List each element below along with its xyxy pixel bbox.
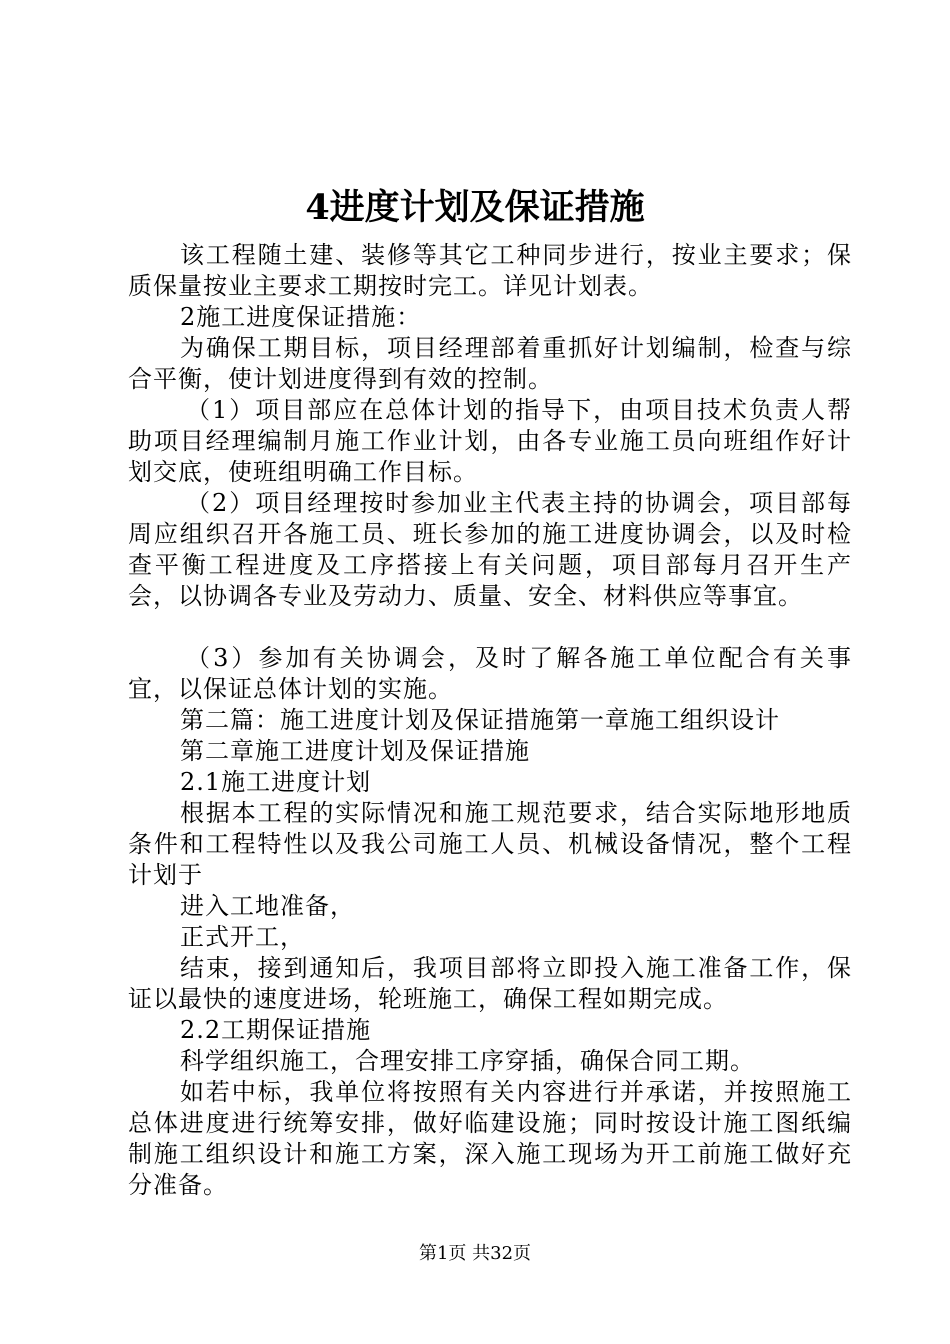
paragraph-item-2: （2）项目经理按时参加业主代表主持的协调会，项目部每周应组织召开各施工员、班长参加的施工进度协调会，以及时检查平衡工程进度及工序搭接上有关问题，项目部每月召开生产会，以协调各专业及劳动力、质量、安全、材料供应等事宜。: [128, 489, 852, 610]
paragraph-schedule-goal: 为确保工期目标，项目经理部着重抓好计划编制，检查与综合平衡，使计划进度得到有效的控制。: [128, 334, 852, 393]
paragraph-plan-basis: 根据本工程的实际情况和施工规范要求，结合实际地形地质条件和工程特性以及我公司施工人员、机械设备情况，整个工程计划于: [128, 799, 852, 889]
paragraph-start-work: 正式开工，: [180, 923, 305, 951]
document-title: 4进度计划及保证措施: [305, 187, 645, 228]
paragraph-bid-commitment: 如若中标，我单位将按照有关内容进行并承诺，并按照施工总体进度进行统筹安排，做好临建设施；同时按设计施工图纸编制施工组织设计和施工方案，深入施工现场为开工前施工做好充分准备。: [128, 1078, 852, 1199]
paragraph-item-3: （3）参加有关协调会，及时了解各施工单位配合有关事宜，以保证总体计划的实施。: [128, 644, 852, 703]
paragraph-intro: 该工程随土建、装修等其它工种同步进行，按业主要求；保质保量按业主要求工期按时完工。详见计划表。: [128, 241, 852, 300]
section-heading-2-1: 2.1施工进度计划: [180, 768, 372, 796]
paragraph-item-1: （1）项目部应在总体计划的指导下，由项目技术负责人帮助项目经理编制月施工作业计划，由各专业施工员向班组作好计划交底，使班组明确工作目标。: [128, 396, 852, 486]
section-heading-progress-measures: 2施工进度保证措施：: [180, 303, 422, 331]
document-body: [128, 240, 852, 1201]
section-heading-2-2: 2.2工期保证措施: [180, 1016, 372, 1044]
section-heading-chapter-two: 第二章施工进度计划及保证措施: [180, 737, 530, 765]
paragraph-spacer: [128, 612, 852, 643]
paragraph-completion: 结束，接到通知后，我项目部将立即投入施工准备工作，保证以最快的速度进场，轮班施工，确保工程如期完成。: [128, 954, 852, 1013]
paragraph-organize: 科学组织施工，合理安排工序穿插，确保合同工期。: [180, 1047, 755, 1075]
page-footer: 第1页 共32页: [418, 1243, 532, 1264]
paragraph-enter-site: 进入工地准备，: [180, 892, 355, 920]
section-heading-part-two: 第二篇：施工进度计划及保证措施第一章施工组织设计: [180, 706, 780, 734]
